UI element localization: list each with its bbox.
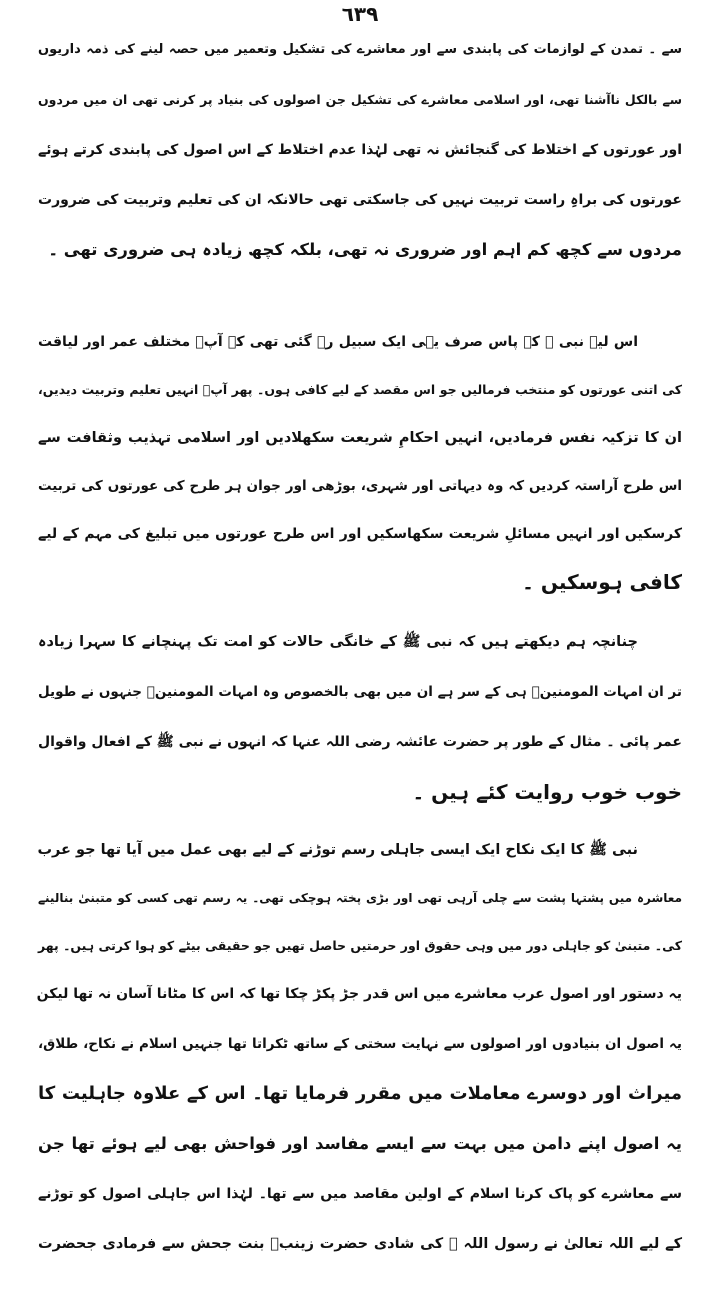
text-line: خوب خوب روایت کئے ہیں ۔: [412, 780, 682, 804]
text-line: یہ اصول اپنے دامن میں بہت سے ایسے مفاسد اور فواحش بھی لیے ہوئے تھا جن: [38, 1134, 682, 1153]
text-line: یہ دستور اور اصول عرب معاشرے میں اس قدر جڑ پکڑ چکا تھا کہ اس کا مٹانا آسان نہ تھا لیکن: [36, 986, 682, 1002]
text-line: سے ۔ تمدن کے لوازمات کی پابندی سے اور معاشرے کی تشکیل وتعمیر میں حصہ لینے کی ذمہ داریوں: [38, 42, 682, 57]
text-line: میراث اور دوسرے معاملات میں مقرر فرمایا تھا۔ اس کے علاوہ جاہلیت کا: [38, 1083, 682, 1104]
text-line: اس لیے نبی ﷺ کے پاس صرف یہی ایک سبیل رہ گئی تھی کہ آپؐ مختلف عمر اور لیاقت: [38, 334, 638, 350]
text-line: مردوں سے کچھ کم اہم اور ضروری نہ تھی، بلکہ کچھ زیادہ ہی ضروری تھی ۔: [48, 240, 682, 259]
text-line: عمر پائی ۔ مثال کے طور پر حضرت عائشہ رضی اللہ عنہا کہ انہوں نے نبی ﷺ کے افعال واقوال: [38, 734, 682, 750]
text-line: معاشرہ میں پشتہا پشت سے چلی آرہی تھی اور بڑی پختہ ہوچکی تھی۔ یہ رسم تھی کسی کو متبنیٰ بنالینے: [38, 891, 682, 905]
text-line: تر ان امہات المومنینؓ ہی کے سر ہے ان میں بھی بالخصوص وہ امہات المومنینؓ جنہوں نے طویل: [38, 684, 682, 700]
text-line: کی۔ متبنیٰ کو جاہلی دور میں وہی حقوق اور حرمتیں حاصل تھیں جو حقیقی بیٹے کو ہوا کرتی ہیں۔ پھر: [38, 938, 682, 953]
text-line: ان کا تزکیہ نفس فرمادیں، انہیں احکامِ شریعت سکھلادیں اور اسلامی تہذیب وثقافت سے: [38, 430, 682, 446]
page-number: ٦٣٩: [341, 2, 379, 26]
text-line: سے معاشرے کو پاک کرنا اسلام کے اولین مقاصد میں سے تھا۔ لہٰذا اس جاہلی اصول کو توڑنے: [38, 1186, 682, 1202]
text-line: کافی ہوسکیں ۔: [522, 570, 682, 594]
text-line: اس طرح آراستہ کردیں کہ وہ دیہاتی اور شہری، بوڑھی اور جوان ہر طرح کی عورتوں کی تربیت: [38, 478, 682, 494]
text-line: اور عورتوں کے اختلاط کی گنجائش نہ تھی لہٰذا عدم اختلاط کے اس اصول کی پابندی کرتے ہوئے: [38, 142, 682, 158]
text-line: یہ اصول ان بنیادوں اور اصولوں سے نہایت سختی کے ساتھ ٹکراتا تھا جنہیں اسلام نے نکاح، طلاق،: [38, 1036, 682, 1052]
text-line: نبی ﷺ کا ایک نکاح ایک ایسی جاہلی رسم توڑنے کے لیے بھی عمل میں آیا تھا جو عرب: [37, 842, 638, 858]
text-line: کے لیے اللہ تعالیٰ نے رسول اللہ ﷺ کی شادی حضرت زینبؓ بنت جحش سے فرمادی جحضرت: [38, 1236, 682, 1252]
text-line: کرسکیں اور انہیں مسائلِ شریعت سکھاسکیں اور اس طرح عورتوں میں تبلیغ کی مہم کے لیے: [38, 526, 682, 542]
text-line: چنانچہ ہم دیکھتے ہیں کہ نبی ﷺ کے خانگی حالات کو امت تک پہنچانے کا سہرا زیادہ: [38, 634, 638, 650]
text-line: کی اتنی عورتوں کو منتخب فرمالیں جو اس مقصد کے لیے کافی ہوں۔ پھر آپؐ انہیں تعلیم وتربیت دیدیں،: [38, 382, 682, 397]
text-line: عورتوں کی براہِ راست تربیت نہیں کی جاسکتی تھی حالانکہ ان کی تعلیم وتربیت کی ضرورت: [38, 192, 682, 208]
text-line: سے بالکل ناآشنا تھی، اور اسلامی معاشرے کی تشکیل جن اصولوں کی بنیاد پر کرنی تھی ان میں مردوں: [38, 92, 682, 107]
